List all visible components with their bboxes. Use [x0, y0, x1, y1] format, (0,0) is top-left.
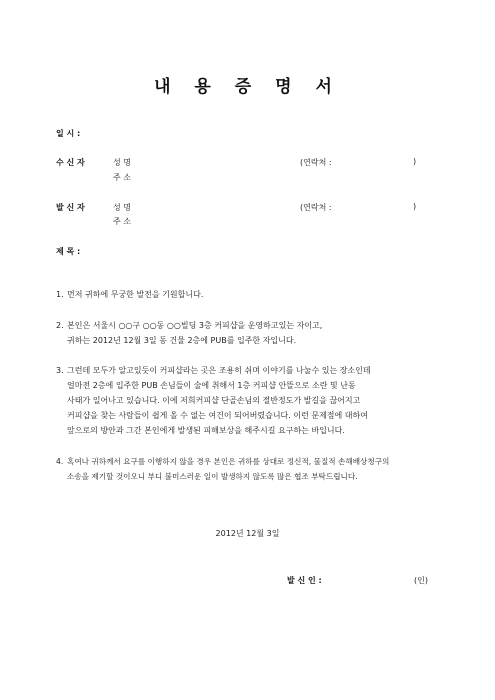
paragraph-number: 4.: [56, 457, 64, 466]
signature-label: 발 신 인 :: [287, 576, 322, 585]
paragraph-line: 그런데 모두가 알고있듯이 커피샵라는 곳은 조용히 쉬며 이야기를 나눌수 있는 장소인데: [67, 366, 371, 375]
document-title: 내 용 증 명 서: [154, 77, 341, 97]
sender-contact-close: ): [413, 202, 417, 211]
paragraph-line: 귀하는 2012년 12월 3일 동 건물 2층에 PUB를 입주한 자입니다.: [67, 336, 297, 345]
recipient-contact-close: ): [413, 157, 417, 166]
paragraph-line: 얼마전 2층에 입주한 PUB 손님들이 술에 취해서 1층 커피샵 안뜰으로 소란 및 난동: [67, 381, 356, 390]
sender-address-label: 주 소: [113, 217, 131, 226]
paragraph-2: [56, 318, 322, 348]
recipient-label: 수 신 자: [56, 158, 85, 167]
recipient-address-label: 주 소: [113, 173, 131, 182]
paragraph-line: 사태가 일어나고 있습니다. 이에 저희커피샵 단골손님의 절반정도가 발길을 끊어지고: [67, 396, 361, 405]
subject-label: 제 목 :: [56, 247, 81, 256]
date-label: 일 시 :: [56, 129, 81, 138]
paragraph-line: 본인은 서울시 ○○구 ○○동 ○○빌딩 3층 커피샵을 운영하고있는 자이고,: [67, 321, 323, 330]
seal-mark: (인): [414, 576, 428, 585]
paragraph-1: [56, 287, 203, 302]
paragraph-number: 2.: [56, 321, 64, 330]
paragraph-line: 커피샵을 찾는 사람들이 쉽게 올 수 없는 여건이 되어버렸습니다. 이런 문제점에 대하여: [67, 411, 368, 420]
paragraph-4: [56, 454, 389, 484]
paragraph-line: 소송을 제기할 것이오니 부디 불미스러운 일이 발생하지 않도록 많은 협조 부탁드립니다.: [67, 472, 358, 481]
sender-label: 발 신 자: [56, 203, 85, 212]
recipient-name-label: 성 명: [113, 158, 131, 167]
recipient-contact-label: (연락처 :: [300, 158, 332, 167]
paragraph-line: 앞으로의 방안과 그간 본인에게 발생된 피해보상을 해주시길 요구하는 바입니다.: [67, 426, 345, 435]
paragraph-number: 1.: [56, 290, 64, 299]
paragraph-3: [56, 363, 371, 438]
paragraph-line: 혹여나 귀하께서 요구를 이행하지 않을 경우 본인은 귀하를 상대로 정신적, 물질적 손해배상청구의: [67, 457, 390, 466]
sender-name-label: 성 명: [113, 203, 131, 212]
signed-date: 2012년 12월 3일: [215, 529, 280, 538]
paragraph-line: 먼저 귀하에 무궁한 발전을 기원합니다.: [67, 290, 204, 299]
sender-contact-label: (연락처 :: [300, 203, 332, 212]
paragraph-number: 3.: [56, 366, 64, 375]
